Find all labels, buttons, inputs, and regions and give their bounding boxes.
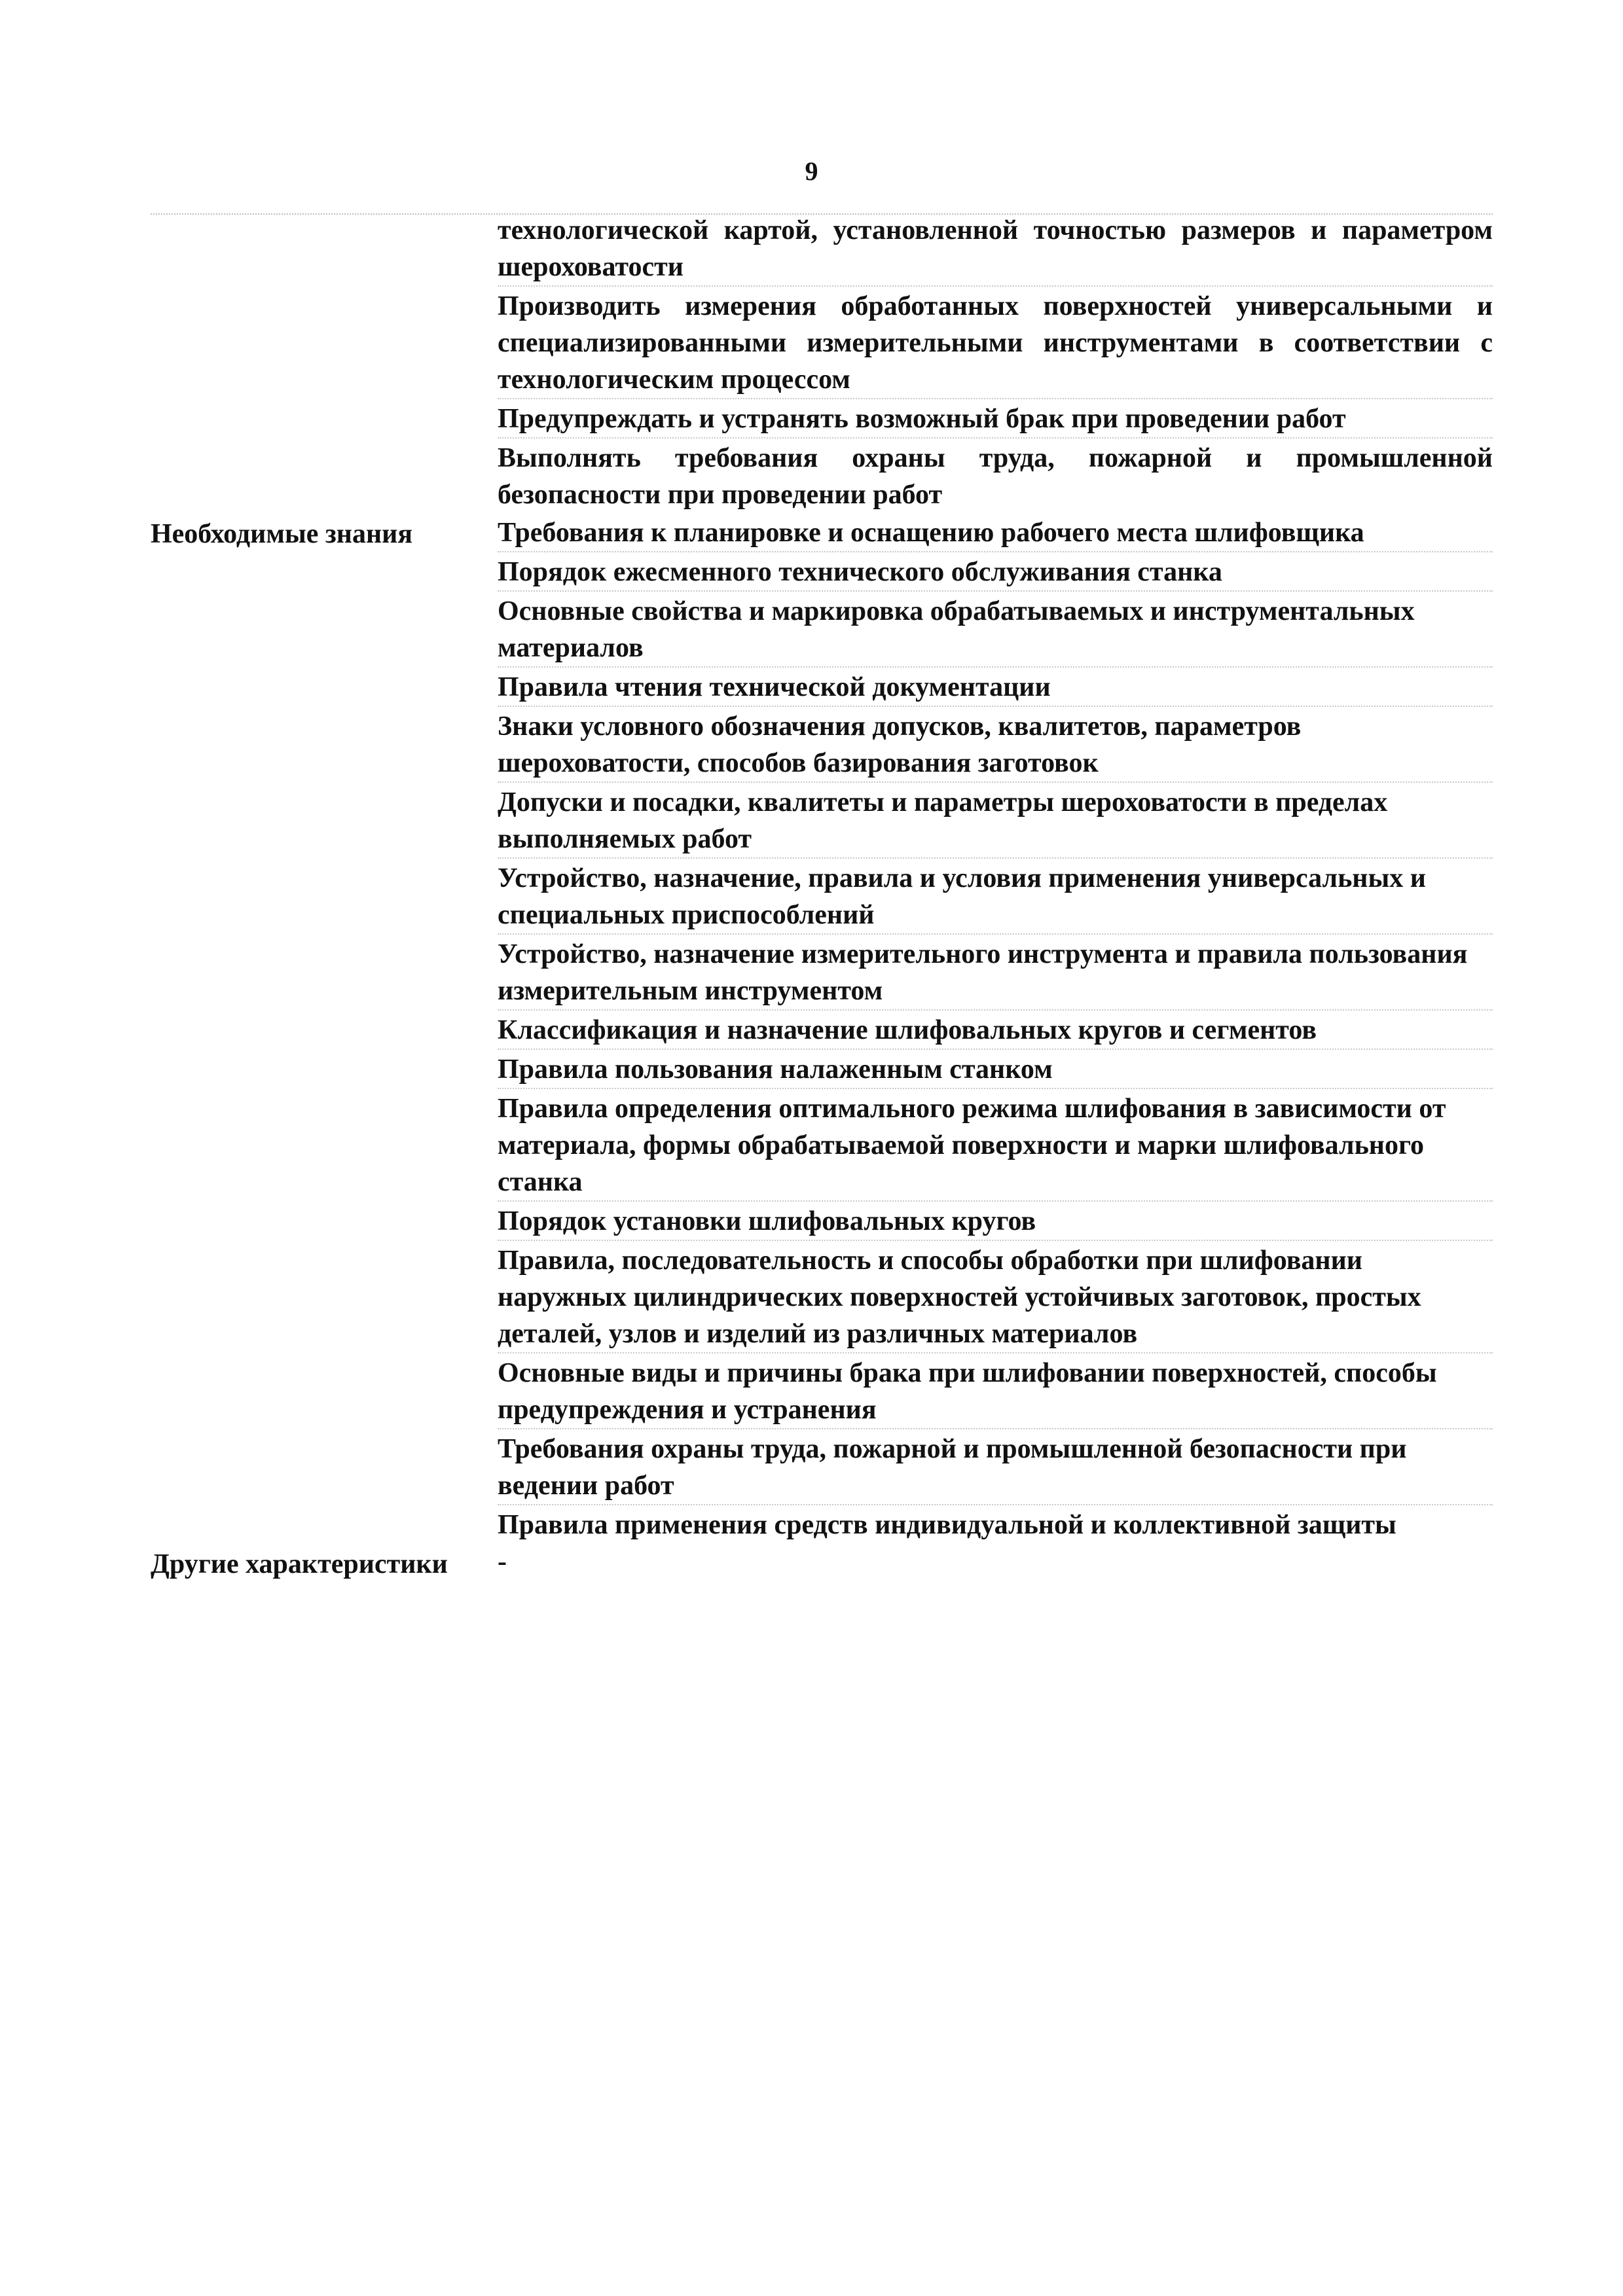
list-item: Порядок установки шлифовальных кругов bbox=[498, 1202, 1493, 1241]
page-number: 9 bbox=[805, 156, 818, 186]
row-label: Другие характеристики bbox=[151, 1549, 448, 1579]
list-item: Знаки условного обозначения допусков, квалитетов, параметров шероховатости, способов базирования заготовок bbox=[498, 707, 1493, 783]
list-item: Выполнять требования охраны труда, пожарной и промышленной безопасности при проведении работ bbox=[498, 443, 1493, 510]
list-item: - bbox=[498, 1547, 507, 1577]
row-content bbox=[498, 1543, 1493, 1583]
list-item: Требования к планировке и оснащению рабочего места шлифовщика bbox=[498, 513, 1493, 552]
list-item: Классификация и назначение шлифовальных кругов и сегментов bbox=[498, 1011, 1493, 1050]
list-item: технологической картой, установленной точностью размеров и параметром шероховатости bbox=[498, 208, 1493, 287]
list-item: Правила определения оптимального режима шлифования в зависимости от материала, формы обрабатываемой поверхности и марки шлифовального станка bbox=[498, 1089, 1493, 1202]
list-item: Правила применения средств индивидуальной и коллективной защиты bbox=[498, 1510, 1396, 1540]
list-item: Предупреждать и устранять возможный брак при проведении работ bbox=[498, 399, 1493, 439]
table-row bbox=[151, 208, 1493, 513]
list-item: Правила пользования налаженным станком bbox=[498, 1050, 1493, 1089]
row-label: Необходимые знания bbox=[151, 519, 413, 549]
list-item: Устройство, назначение измерительного инструмента и правила пользования измерительным инструментом bbox=[498, 935, 1493, 1011]
list-item: Устройство, назначение, правила и условия применения универсальных и специальных приспособлений bbox=[498, 859, 1493, 935]
list-item: Производить измерения обработанных поверхностей универсальными и специализированными измерительными инструментами в соответствии с технологическим процессом bbox=[498, 287, 1493, 399]
list-item: Требования охраны труда, пожарной и промышленной безопасности при ведении работ bbox=[498, 1429, 1493, 1505]
row-label bbox=[151, 208, 498, 513]
list-item: Порядок ежесменного технического обслуживания станка bbox=[498, 552, 1493, 592]
table-row bbox=[151, 513, 1493, 1543]
table-row bbox=[151, 1543, 1493, 1583]
requirements-table bbox=[151, 208, 1493, 1583]
list-item: Правила чтения технической документации bbox=[498, 668, 1493, 707]
row-content bbox=[498, 513, 1493, 1543]
list-item: Основные виды и причины брака при шлифовании поверхностей, способы предупреждения и устранения bbox=[498, 1354, 1493, 1429]
row-content bbox=[498, 208, 1493, 513]
list-item: Допуски и посадки, квалитеты и параметры шероховатости в пределах выполняемых работ bbox=[498, 783, 1493, 859]
list-item: Основные свойства и маркировка обрабатываемых и инструментальных материалов bbox=[498, 592, 1493, 668]
list-item: Правила, последовательность и способы обработки при шлифовании наружных цилиндрических поверхностей устойчивых заготовок, простых деталей, узлов и изделий из различных материалов bbox=[498, 1241, 1493, 1354]
